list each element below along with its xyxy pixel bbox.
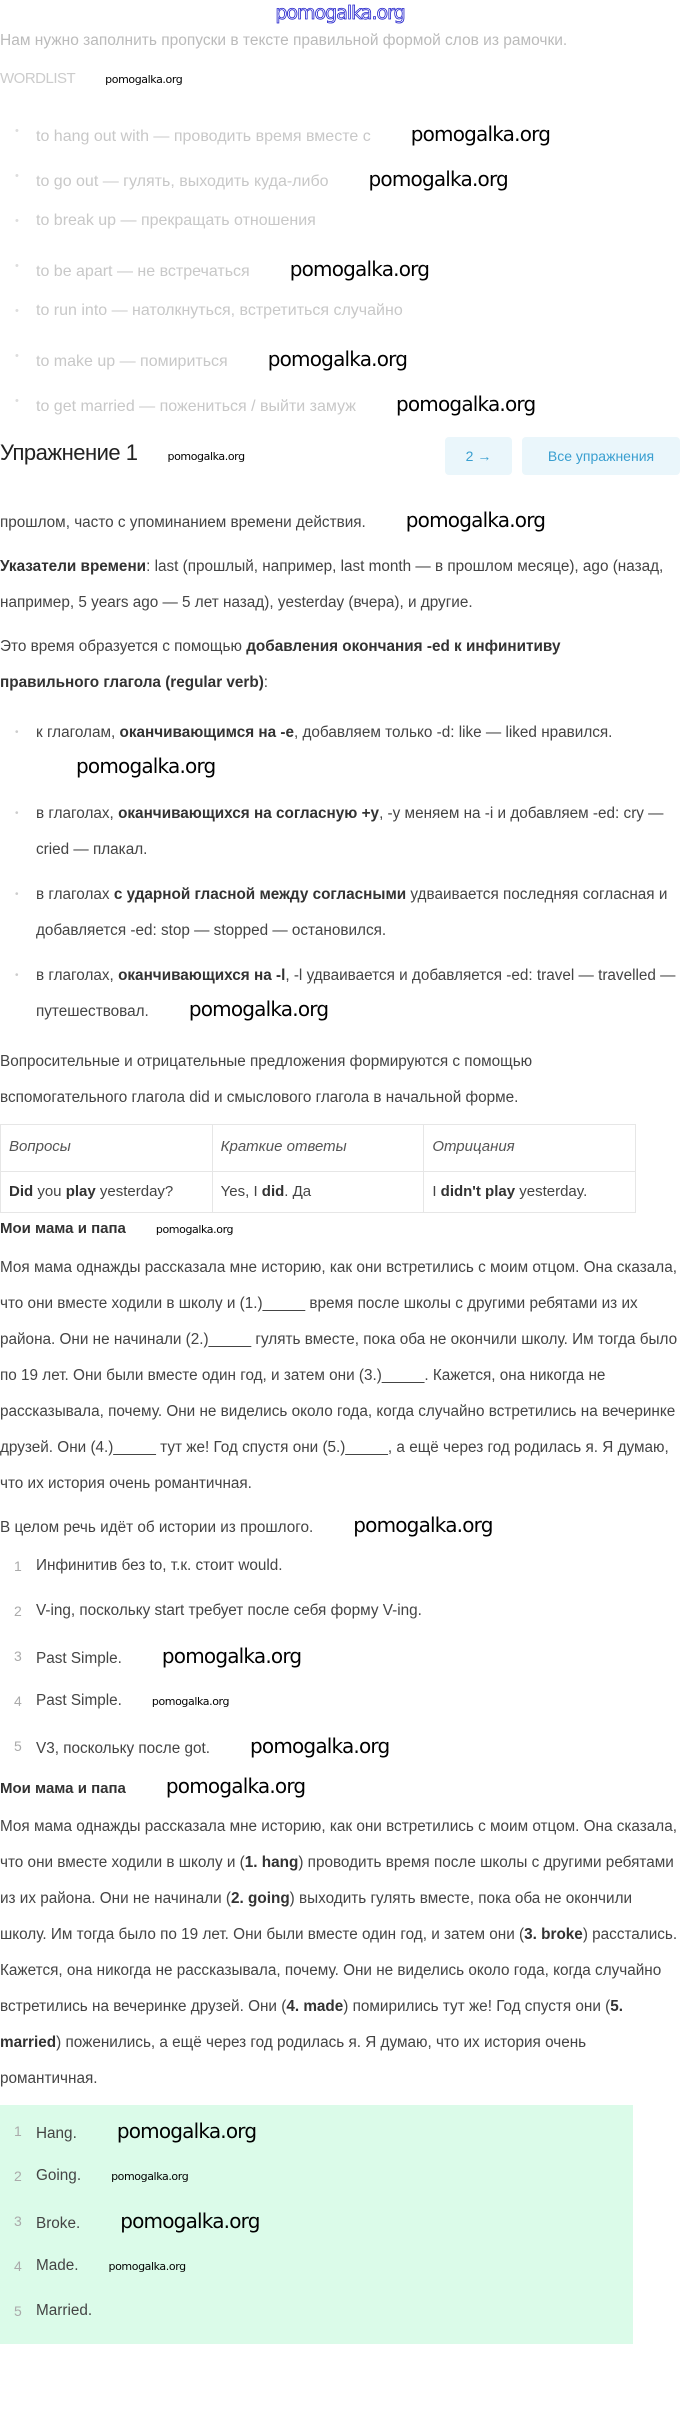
all-exercises-button[interactable]: Все упражнения (522, 437, 680, 475)
text: в глаголах, (36, 805, 119, 822)
examples-table (0, 1124, 636, 1213)
watermark: pomogalka.org (353, 1513, 493, 1537)
table-cell (424, 1172, 636, 1213)
text: Going. (36, 2167, 82, 2184)
answer-item: 5 Married. (14, 2302, 93, 2319)
text: ) выходить гулять вместе, пока оба не окончили школу. Им тогда было по 19 лет. Они были вместе один год, и затем они ( (0, 1890, 633, 1943)
word-item (0, 347, 550, 392)
word-item (0, 122, 550, 167)
text: , -y меняем на -i и добавляем -ed: cry — cried — плакал. (36, 805, 664, 858)
question-rule: Вопросительные и отрицательные предложения формируются с помощью вспомогательного глагола did и смыслового глагола в начальной форме. (0, 1053, 533, 1106)
word-item (0, 392, 550, 437)
answer-item: 2 Going. pomogalka.org (0, 2164, 633, 2209)
table-cell (212, 1172, 424, 1213)
table-row (1, 1172, 636, 1213)
text: Мои мама и папа (0, 1780, 126, 1797)
text: to break up — прекращать отношения (36, 212, 316, 229)
text: Упражнение 1 (0, 440, 138, 465)
rules-list (0, 715, 680, 1030)
text: ) расстались. Кажется, она никогда не рассказывала, почему. Они не виделись около года, когда случайно встретились на вечеринке друзей. Они ( (0, 1926, 678, 2015)
task-instruction: Нам нужно заполнить пропуски в тексте правильной формой слов из рамочки. (0, 32, 568, 49)
answer-word: 5. married (0, 1998, 624, 2051)
answers-list (0, 2119, 633, 2344)
bold-text: play (65, 1183, 96, 1200)
watermark: pomogalka.org (76, 754, 216, 778)
watermark: pomogalka.org (151, 1695, 230, 1708)
text: Hang. (36, 2125, 77, 2142)
story-summary (0, 1510, 680, 1546)
bold-text: did (261, 1183, 285, 1200)
text: : last (прошлый, например, last month — в прошлом месяце), ago (назад, например, 5 years ago — 5 лет назад), yesterday (вчера), и другие. (0, 558, 664, 611)
text: Мои мама и папа (0, 1220, 126, 1237)
exercise-title (0, 440, 245, 469)
bold-text: didn't play (440, 1183, 516, 1200)
hint-item: 5 V3, поскольку после got. pomogalka.org (14, 1734, 390, 1758)
bold-text: Указатели времени (0, 558, 147, 575)
hints-list (0, 1554, 680, 1770)
watermark: pomogalka.org (155, 1223, 234, 1236)
theory-paragraph (0, 505, 680, 541)
answer-item: 1 Hang. pomogalka.org (14, 2119, 257, 2143)
text: I (432, 1183, 441, 1200)
answer-item: 4 Made. pomogalka.org (0, 2254, 633, 2299)
bold-text: с ударной гласной между согласными (113, 886, 407, 903)
text: yesterday. (515, 1183, 588, 1200)
bold-text: добавления окончания -ed к инфинитиву правильного глагола (regular verb) (0, 638, 561, 691)
bold-text: оканчивающихся на согласную +y (118, 805, 380, 822)
word-item (0, 257, 550, 302)
watermark: pomogalka.org (108, 2260, 186, 2273)
text: to run into — натолкнуться, встретиться случайно (36, 302, 403, 319)
bold-text: оканчивающимся на -e (119, 724, 294, 741)
watermark: pomogalka.org (161, 1644, 302, 1668)
text: : (263, 674, 269, 691)
answer-word: 4. made (286, 1998, 344, 2015)
watermark: pomogalka.org (111, 2170, 189, 2183)
wordlist (0, 122, 550, 437)
time-markers (0, 549, 680, 621)
text: to get married — пожениться / выйти замуж (36, 398, 356, 415)
watermark: pomogalka.org (116, 2119, 257, 2143)
watermark: pomogalka.org (405, 508, 546, 532)
watermark: pomogalka.org (120, 2209, 260, 2233)
word-item (0, 302, 550, 347)
rule-item (0, 877, 680, 949)
exercise-content (0, 505, 680, 2348)
text: , -l удваивается и добавляется -ed: travel — travelled —путешествовал. (36, 967, 676, 1020)
text: к глаголам, (36, 724, 120, 741)
solution-text (0, 1809, 678, 2097)
watermark: pomogalka.org (289, 257, 430, 281)
watermark: pomogalka.org (267, 347, 408, 371)
hint-item: 2 V-ing, поскольку start требует после себя форму V-ing. (14, 1602, 422, 1619)
watermark: pomogalka.org (249, 1734, 390, 1758)
watermark: pomogalka.org (395, 392, 536, 416)
site-logo[interactable]: pomogalka.org (275, 2, 405, 24)
story-title (0, 1217, 680, 1242)
watermark: pomogalka.org (368, 167, 508, 191)
text: Yes, I (220, 1183, 262, 1200)
text: Past Simple. (36, 1650, 122, 1667)
text: , добавляем только -d: like — liked нравился. (294, 724, 613, 741)
next-exercise-button[interactable]: 2 → (445, 437, 512, 475)
text: прошлом, часто с упоминанием времени действия. (0, 514, 366, 531)
wordlist-label (0, 68, 182, 92)
hint-item: 3 Past Simple. pomogalka.org (14, 1644, 302, 1668)
answer-word: 2. going (231, 1890, 290, 1907)
hint-item: 4 Past Simple. pomogalka.org (0, 1689, 680, 1734)
word-item (0, 167, 550, 212)
answer-word: 3. broke (524, 1926, 583, 1943)
rule-item (0, 958, 680, 1030)
text: to make up — помириться (36, 353, 228, 370)
text: Made. (36, 2257, 79, 2274)
text: to go out — гулять, выходить куда-либо (36, 173, 329, 190)
text: . Да (284, 1183, 312, 1200)
text: Past Simple. (36, 1692, 122, 1709)
text: ) проводить время после школы с другими ребятами из их района. Они не начинали ( (0, 1854, 674, 1907)
answer-word: 1. hang (244, 1854, 299, 1871)
text: to be apart — не встречаться (36, 263, 250, 280)
text: Broke. (36, 2215, 81, 2232)
text: удваивается последняя согласная и добавляется -ed: stop — stopped — остановился. (36, 886, 668, 939)
text: Married. (36, 2302, 93, 2319)
bold-text: Did (9, 1183, 34, 1200)
table-header: Отрицания (424, 1125, 636, 1172)
watermark: pomogalka.org (167, 450, 245, 463)
table-header: Вопросы (1, 1125, 213, 1172)
bold-text: оканчивающихся на -l (118, 967, 286, 984)
formation-rule (0, 629, 600, 701)
rule-item (0, 796, 680, 868)
answer-item: 3 Broke. pomogalka.org (14, 2209, 260, 2233)
hint-item: 1 Инфинитив без to, т.к. стоит would. (14, 1557, 283, 1574)
text: Инфинитив без to, т.к. стоит would. (36, 1557, 283, 1574)
text: Это время образуется с помощью (0, 638, 247, 655)
rule-item (0, 715, 640, 787)
text: Моя мама однажды рассказала мне историю, как они встретились с моим отцом. Она сказала, что они вместе ходили в школу и ( (0, 1818, 677, 1871)
watermark: pomogalka.org (410, 122, 551, 146)
story-text: Моя мама однажды рассказала мне историю, как они встретились с моим отцом. Она сказала, что они вместе ходили в школу и (1.)_____ время после школы с другими ребятами из их района. Они не начинали (2.)_____ гулять вместе, пока оба не окончили школу. Им тогда было по 19 лет. Они были вместе один год, и затем они (3.)_____. Кажется, она никогда не рассказывала, почему. Они не виделись около года, когда случайно встретились на вечеринке друзей. Они (4.)_____ тут же! Год спустя они (5.)_____, а ещё через год родилась я. Я думаю, что их история очень романтичная. (0, 1259, 678, 1492)
table-cell (1, 1172, 213, 1213)
table-header: Краткие ответы (212, 1125, 424, 1172)
wordlist-label-text: WORDLIST (0, 70, 76, 87)
text: ) помирились тут же! Год спустя они ( (343, 1998, 611, 2015)
text: в глаголах (36, 886, 114, 903)
text: ) поженились, а ещё через год родилась я. Я думаю, что их история очень романтичная. (0, 2034, 587, 2087)
answers-box (0, 2105, 633, 2344)
text: V3, поскольку после got. (36, 1740, 210, 1757)
word-item (0, 212, 550, 257)
text: to hang out with — проводить время вместе с (36, 128, 371, 145)
text: в глаголах, (36, 967, 119, 984)
solution-title (0, 1774, 680, 1801)
text: yesterday? (95, 1183, 174, 1200)
text: you (33, 1183, 66, 1200)
watermark: pomogalka.org (165, 1774, 306, 1798)
text: V-ing, поскольку start требует после себя форму V-ing. (36, 1602, 422, 1619)
watermark: pomogalka.org (105, 73, 183, 86)
text: В целом речь идёт об истории из прошлого. (0, 1519, 314, 1536)
watermark: pomogalka.org (188, 997, 329, 1021)
